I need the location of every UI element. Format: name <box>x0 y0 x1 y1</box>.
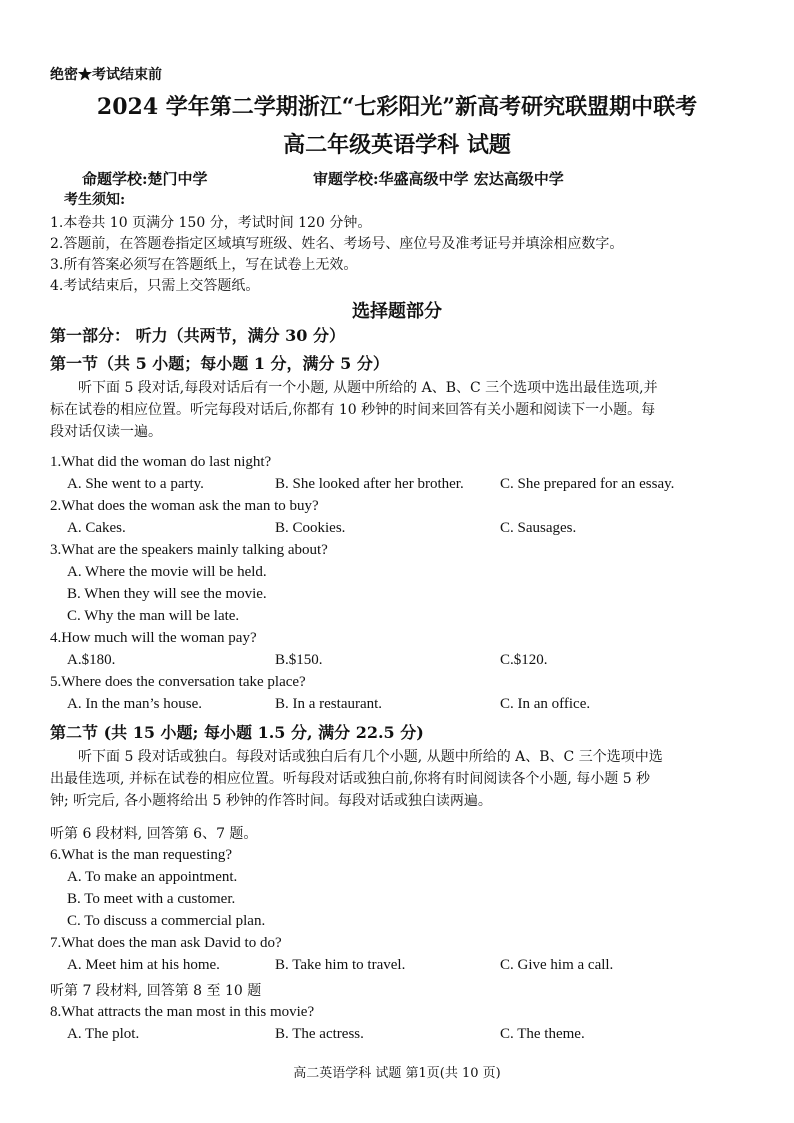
sec1-title: 第一节（共 5 小题；每小题 1 分，满分 5 分） <box>50 354 389 373</box>
question-stem: 3.What are the speakers mainly talking about? <box>50 542 328 558</box>
option-a: A. To make an appointment. <box>67 869 238 885</box>
exam-subtitle: 高二年级英语学科 试题 <box>283 132 511 158</box>
option-c: C. The theme. <box>500 1026 585 1042</box>
option-c: C. She prepared for an essay. <box>500 476 675 492</box>
exam-title: 2024 学年第二学期浙江“七彩阳光”新高考研究联盟期中联考 <box>96 94 698 120</box>
option-b: B. Take him to travel. <box>275 957 406 973</box>
confidential-label: 绝密★考试结束前 <box>50 67 162 83</box>
sec2-title: 第二节 (共 15 小题; 每小题 1.5 分, 满分 22.5 分) <box>50 723 424 742</box>
option-c: C. To discuss a commercial plan. <box>67 913 266 929</box>
option-a: A. Meet him at his home. <box>67 957 220 973</box>
question-stem: 4.How much will the woman pay? <box>50 630 257 646</box>
section-title: 选择题部分 <box>352 301 442 322</box>
notice-heading: 考生须知: <box>64 192 126 208</box>
part1-title: 第一部分： 听力（共两节，满分 30 分） <box>50 326 345 345</box>
notice-item: 2.答题前，在答题卷指定区域填写班级、姓名、考场号、座位号及准考证号并填涂相应数字。 <box>50 236 624 252</box>
option-b: B. Cookies. <box>275 520 346 536</box>
notice-item: 4.考试结束后，只需上交答题纸。 <box>50 278 260 294</box>
notice-item: 1.本卷共 10 页满分 150 分，考试时间 120 分钟。 <box>50 215 372 231</box>
question-stem: 6.What is the man requesting? <box>50 847 233 863</box>
option-c: C.$120. <box>500 652 548 668</box>
material-note: 听第 7 段材料, 回答第 8 至 10 题 <box>50 983 262 999</box>
material-note: 听第 6 段材料, 回答第 6、7 题。 <box>50 826 258 842</box>
sec1-instructions: 听下面 5 段对话,每段对话后有一个小题, 从题中所给的 A、B、C 三个选项中选出最佳选项,并 标在试卷的相应位置。听完每段对话后,你都有 10 秒钟的时间来回答有关小题和阅读下一小题。每 段对话仅读一遍。 <box>50 380 658 440</box>
setter-school: 命题学校:楚门中学 <box>82 170 208 188</box>
sec2-instructions: 听下面 5 段对话或独白。每段对话或独白后有几个小题, 从题中所给的 A、B、C 三个选项中选 出最佳选项, 并标在试卷的相应位置。听每段对话或独白前,你将有时间阅读各个小题, 每小题 5 秒 钟; 听完后, 各小题将给出 5 秒钟的作答时间。每段对话或独白读两遍。 <box>50 749 663 809</box>
option-a: A. Where the movie will be held. <box>67 564 267 580</box>
option-a: A. The plot. <box>67 1026 140 1042</box>
question-stem: 5.Where does the conversation take place? <box>50 674 306 690</box>
notice-item: 3.所有答案必须写在答题纸上，写在试卷上无效。 <box>50 257 358 273</box>
option-c: C. Why the man will be late. <box>67 608 240 624</box>
option-b: B. In a restaurant. <box>275 696 383 712</box>
option-b: B. She looked after her brother. <box>275 476 464 492</box>
question-stem: 7.What does the man ask David to do? <box>50 935 282 951</box>
reviewer-school: 审题学校:华盛高级中学 宏达高级中学 <box>313 170 564 188</box>
option-a: A.$180. <box>67 652 116 668</box>
option-c: C. Give him a call. <box>500 957 614 973</box>
option-b: B. To meet with a customer. <box>67 891 236 907</box>
option-a: A. Cakes. <box>67 520 126 536</box>
option-b: B. The actress. <box>275 1026 364 1042</box>
question-stem: 2.What does the woman ask the man to buy? <box>50 498 319 514</box>
option-a: A. She went to a party. <box>67 476 204 492</box>
option-a: A. In the man’s house. <box>67 696 202 712</box>
question-stem: 1.What did the woman do last night? <box>50 454 272 470</box>
option-b: B.$150. <box>275 652 323 668</box>
question-stem: 8.What attracts the man most in this movie? <box>50 1004 315 1020</box>
option-b: B. When they will see the movie. <box>67 586 267 602</box>
page-footer: 高二英语学科 试题 第1页(共 10 页) <box>293 1066 501 1081</box>
option-c: C. In an office. <box>500 696 591 712</box>
option-c: C. Sausages. <box>500 520 577 536</box>
